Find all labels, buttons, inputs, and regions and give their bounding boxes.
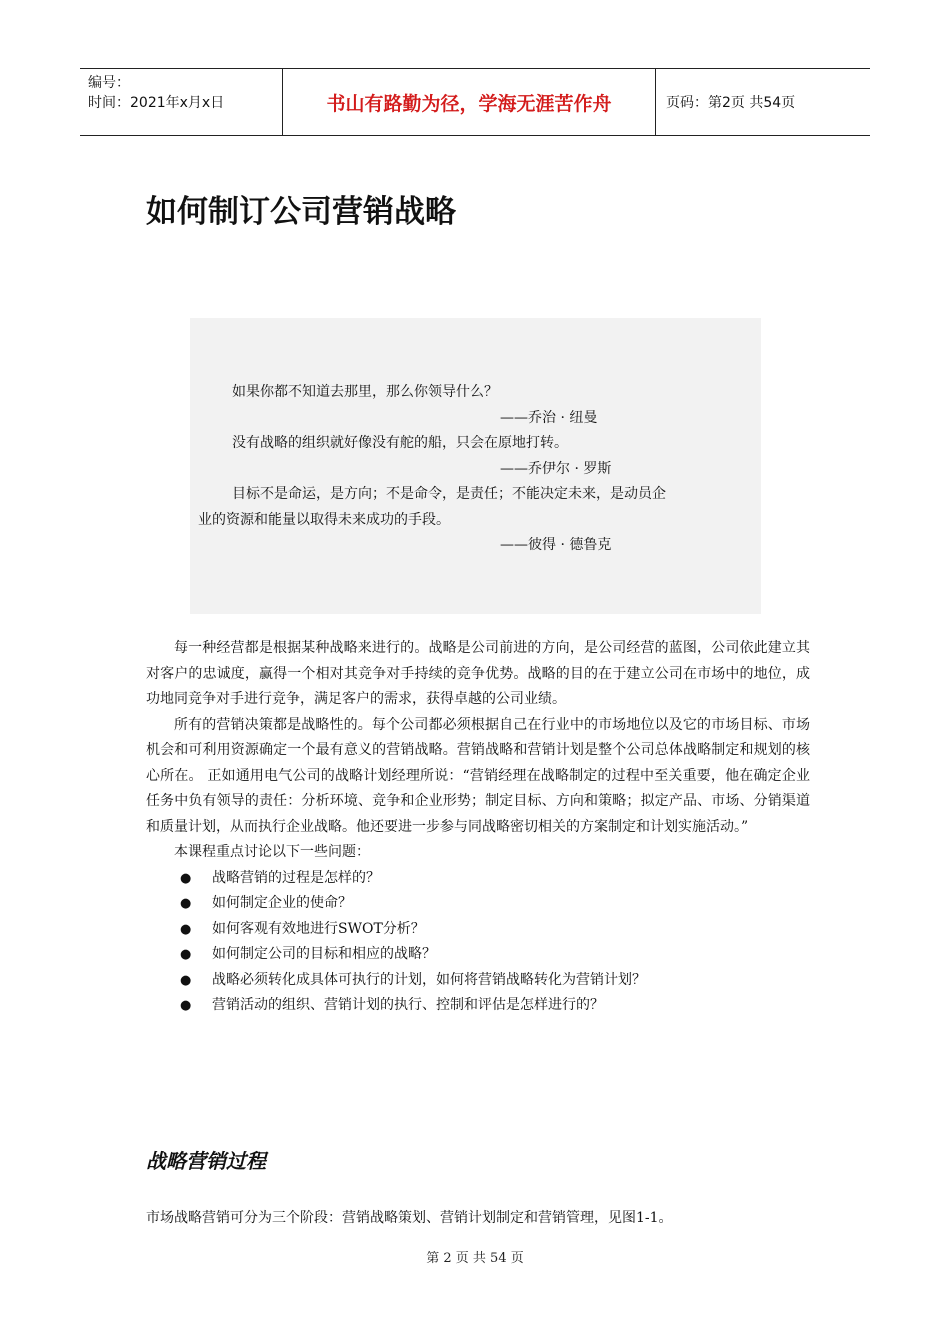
list-item-text: 战略必须转化成具体可执行的计划，如何将营销战略转化为营销计划？ [212, 971, 646, 988]
page-title: 如何制订公司营销战略 [146, 194, 456, 230]
list-item-text: 营销活动的组织、营销计划的执行、控制和评估是怎样进行的？ [212, 997, 604, 1013]
header-time-label: 时间：2021年x月x日 [88, 95, 225, 111]
quote-2-text: 没有战略的组织就好像没有舵的船，只会在原地打转。 [232, 435, 568, 451]
bullet-icon: ● [180, 921, 192, 937]
bullet-icon: ● [180, 870, 192, 886]
quote-3-text-line1: 目标不是命运，是方向；不是命令，是责任；不能决定未来，是动员企 [232, 486, 666, 502]
bullet-icon: ● [180, 998, 192, 1013]
topics-list [146, 866, 810, 1019]
quote-3-text-line2: 业的资源和能量以取得未来成功的手段。 [198, 511, 450, 528]
list-item [146, 993, 810, 1019]
bullet-icon: ● [180, 896, 192, 911]
document-header [80, 68, 870, 136]
quote-3-author: ——彼得 · 德鲁克 [500, 537, 612, 553]
bullet-icon: ● [180, 972, 192, 988]
list-item-text: 如何制定公司的目标和相应的战略？ [212, 946, 436, 962]
section-title: 战略营销过程 [146, 1149, 266, 1173]
quote-box [190, 318, 761, 614]
bullet-icon: ● [180, 947, 192, 962]
header-number-label: 编号： [88, 75, 130, 91]
paragraph-1: 每一种经营都是根据某种战略来进行的。战略是公司前进的方向，是公司经营的蓝图，公司依此建立其对客户的忠诚度，赢得一个相对其竞争对手持续的竞争优势。战略的目的在于建立公司在市场中的地位，成功地同竞争对手进行竞争，满足客户的需求，获得卓越的公司业绩。 [146, 640, 810, 707]
quote-2-author: ——乔伊尔 · 罗斯 [500, 460, 612, 477]
list-item [146, 917, 810, 943]
section-text: 市场战略营销可分为三个阶段：营销战略策划、营销计划制定和营销管理，见图1-1。 [146, 1210, 673, 1226]
list-item [146, 866, 810, 892]
body-text [146, 636, 810, 1019]
header-motto: 书山有路勤为径，学海无涯苦作舟 [282, 69, 656, 135]
list-item [146, 968, 810, 994]
page-footer: 第 2 页 共 54 页 [426, 1251, 524, 1266]
topics-intro: 本课程重点讨论以下一些问题： [174, 844, 370, 860]
header-meta [80, 69, 282, 135]
quote-1-author: ——乔治 · 纽曼 [500, 409, 598, 426]
list-item [146, 891, 810, 917]
list-item [146, 942, 810, 968]
header-page-label: 页码：第2页 共54页 [666, 95, 796, 111]
list-item-text: 战略营销的过程是怎样的？ [212, 869, 380, 886]
list-item-text: 如何制定企业的使命？ [212, 895, 352, 911]
quote-1-text: 如果你都不知道去那里，那么你领导什么？ [232, 384, 498, 400]
paragraph-2: 所有的营销决策都是战略性的。每个公司都必须根据自己在行业中的市场地位以及它的市场目标、市场机会和可利用资源确定一个最有意义的营销战略。营销战略和营销计划是整个公司总体战略制定和规划的核心所在。 正如通用电气公司的战略计划经理所说：“营销经理在战略制定的过程中至关重要，他在确定企业任务中负有领导的责任：分析环境、竞争和企业形势；制定目标、方向和策略；拟定产品、市场、分销渠道和质量计划，从而执行企业战略。他还要进一步参与同战略密切相关的方案制定和计划实施活动。” [146, 716, 810, 835]
list-item-text: 如何客观有效地进行SWOT分析？ [212, 920, 425, 937]
